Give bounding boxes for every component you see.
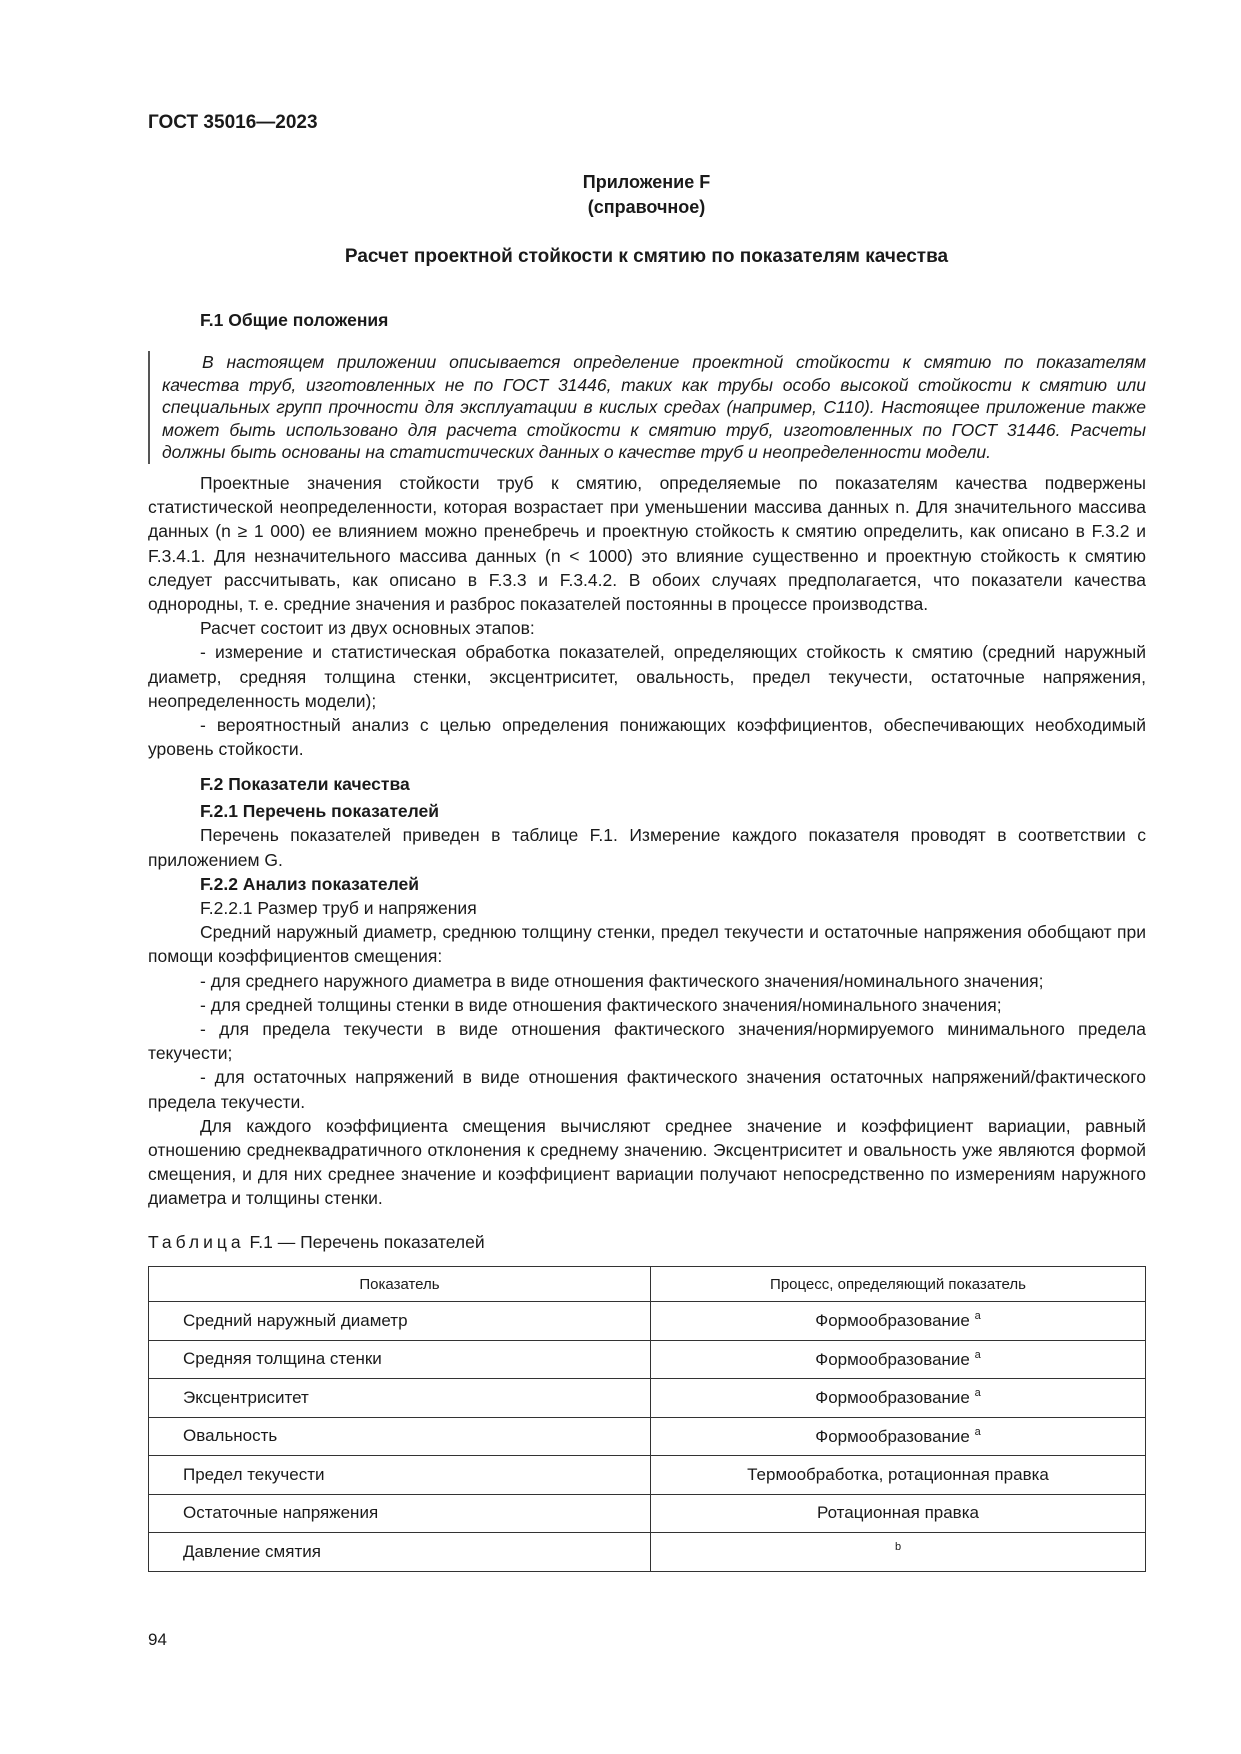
f221-bullet-1: - для среднего наружного диаметра в виде отношения фактического значения/номинального значения; <box>200 970 1044 991</box>
table-cell-process <box>651 1302 1146 1341</box>
table-header-row <box>149 1267 1146 1302</box>
table-row <box>149 1533 1146 1572</box>
table-cell-process <box>651 1456 1146 1495</box>
section-f22-heading: F.2.2 Анализ показателей <box>200 873 420 894</box>
process-text: Термообработка, ротационная правка <box>747 1464 1049 1484</box>
table-row <box>149 1302 1146 1341</box>
process-text: Формообразование <box>815 1426 970 1446</box>
f1-list-item-2: - вероятностный анализ с целью определения понижающих коэффициентов, обеспечивающих необходимый уровень стойкости. <box>148 715 1146 760</box>
table-cell-indicator: Эксцентриситет <box>149 1379 651 1418</box>
f221-text: Средний наружный диаметр, среднюю толщину стенки, предел текучести и остаточные напряжения обобщают при помощи коэффициентов смещения: <box>148 922 1146 967</box>
f1-paragraph-2: Расчет состоит из двух основных этапов: <box>200 618 535 639</box>
table-cell-process <box>651 1533 1146 1572</box>
table-cell-process <box>651 1417 1146 1456</box>
table-cell-indicator: Остаточные напряжения <box>149 1494 651 1533</box>
f1-paragraph-1: Проектные значения стойкости труб к смятию, определяемые по показателям качества подвержены статистической неопределенности, которая возрастает при уменьшении массива данных n. Для значительного массива данных (n ≥ 1 000) ее влиянием можно пренебречь и проектную стойкость к смятию определить, как описано в F.3.2 и F.3.4.1. Для незначительного массива данных (n < 1000) это влияние существенно и проектную стойкость к смятию следует рассчитывать, как описано в F.3.3 и F.3.4.2. В обоих случаях предполагается, что показатели качества однородны, т. е. средние значения и разброс показателей постоянны в процессе производства. <box>148 473 1146 615</box>
appendix-main-title: Расчет проектной стойкости к смятию по показателям качества <box>344 246 949 267</box>
footnote-mark: a <box>974 1348 981 1361</box>
f221-bullet-2: - для средней толщины стенки в виде отношения фактического значения/номинального значения; <box>200 994 1002 1015</box>
table-cell-indicator: Средняя толщина стенки <box>149 1340 651 1379</box>
table-cell-indicator: Давление смятия <box>149 1533 651 1572</box>
footnote-mark: a <box>974 1425 981 1438</box>
page-number: 94 <box>148 1630 167 1649</box>
f221-closing: Для каждого коэффициента смещения вычисляют среднее значение и коэффициент вариации, равный отношению среднеквадратичного отклонения к среднему значению. Эксцентриситет и овальность уже являются формой смещения, и для них среднее значение и коэффициент вариации получают непосредственно по измерениям наружного диаметра и толщины стенки. <box>148 1115 1146 1209</box>
f221-bullet-3: - для предела текучести в виде отношения фактического значения/нормируемого минимального предела текучести; <box>148 1019 1146 1064</box>
table-cell-indicator: Средний наружный диаметр <box>149 1302 651 1341</box>
italic-note-text: В настоящем приложении описывается определение проектной стойкости к смятию по показателям качества труб, изготовленных не по ГОСТ 31446, таких как трубы особо высокой стойкости к смятию или специальных групп прочности для эксплуатации в кислых средах (например, С110). Настоящее приложение также может быть использовано для расчета стойкости к смятию труб, изготовленных по ГОСТ 31446. Расчеты должны быть основаны на статистических данных о качестве труб и неопределенности модели. <box>162 352 1146 463</box>
footnote-mark: a <box>974 1387 981 1400</box>
appendix-subtitle: (справочное) <box>587 197 706 217</box>
f21-text: Перечень показателей приведен в таблице F.1. Измерение каждого показателя проводят в соответствии с приложением G. <box>148 825 1146 870</box>
process-text: Формообразование <box>815 1349 970 1369</box>
process-text: Формообразование <box>815 1311 970 1331</box>
section-f2-heading: F.2 Показатели качества <box>200 774 410 794</box>
table-header-process: Процесс, определяющий показатель <box>651 1267 1146 1302</box>
section-f2 <box>148 772 1146 1211</box>
process-text: Ротационная правка <box>817 1503 979 1523</box>
footnote-mark: a <box>974 1310 981 1323</box>
table-caption-word: Таблица <box>148 1232 245 1252</box>
table-cell-process <box>651 1494 1146 1533</box>
table-header-indicator: Показатель <box>149 1267 651 1302</box>
table-row <box>149 1379 1146 1418</box>
appendix-title: Приложение F <box>582 172 711 192</box>
table-caption <box>148 1232 485 1253</box>
section-f1-body <box>148 471 1146 761</box>
footnote-mark: b <box>894 1541 902 1554</box>
table-cell-indicator: Предел текучести <box>149 1456 651 1495</box>
table-cell-indicator: Овальность <box>149 1417 651 1456</box>
section-f221-heading: F.2.2.1 Размер труб и напряжения <box>200 898 477 919</box>
table-row <box>149 1417 1146 1456</box>
table-row <box>149 1340 1146 1379</box>
section-f21-heading: F.2.1 Перечень показателей <box>200 801 440 822</box>
section-f1-heading: F.1 Общие положения <box>200 310 389 330</box>
table-row <box>149 1456 1146 1495</box>
standard-header: ГОСТ 35016—2023 <box>148 112 318 133</box>
f221-bullet-4: - для остаточных напряжений в виде отношения фактического значения остаточных напряжений/фактического предела текучести. <box>148 1067 1146 1112</box>
indicators-table <box>148 1266 1146 1572</box>
table-cell-process <box>651 1379 1146 1418</box>
table-cell-process <box>651 1340 1146 1379</box>
f1-list-item-1: - измерение и статистическая обработка показателей, определяющих стойкость к смятию (средний наружный диаметр, средняя толщина стенки, эксцентриситет, овальность, предел текучести, остаточные напряжения, неопределенность модели); <box>148 642 1146 711</box>
table-caption-text: F.1 — Перечень показателей <box>249 1232 485 1252</box>
italic-note <box>148 351 1146 464</box>
table-row <box>149 1494 1146 1533</box>
process-text: Формообразование <box>815 1388 970 1408</box>
